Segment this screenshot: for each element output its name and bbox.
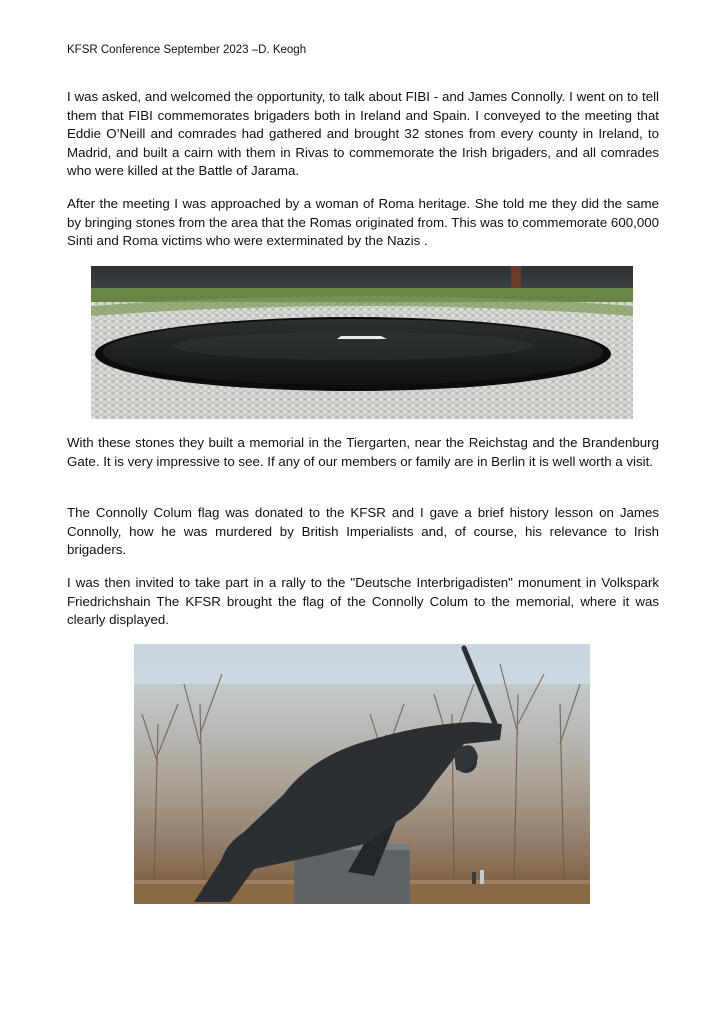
- paragraph-fibi-talk: I was asked, and welcomed the opportunity, to talk about FIBI - and James Connolly. I went on to tell them that FIBI commemorates brigaders both in Ireland and Spain. I conveyed to the meeting that Eddie O’Neill and comrades had gathered and brought 32 stones from every county in Ireland, to Madrid, and built a cairn with them in Rivas to commemorate the Irish brigaders, and all comrades who were killed at the Battle of Jarama.: [67, 89, 659, 178]
- paragraph-interbrigadisten-rally: I was then invited to take part in a rally to the "Deutsche Interbrigadisten" monument in Volkspark Friedrichshain The KFSR brought the flag of the Connolly Colum to the memorial, where it was clearly displayed.: [67, 575, 659, 627]
- roma-memorial-photo: [91, 266, 633, 419]
- interbrigadisten-monument-photo: [134, 644, 590, 904]
- paragraph-roma-stones: After the meeting I was approached by a woman of Roma heritage. She told me they did the same by bringing stones from the area that the Romas originated from. This was to commemorate 600,000 Sinti and Roma victims who were exterminated by the Nazis .: [67, 196, 659, 248]
- page-header: KFSR Conference September 2023 –D. Keogh: [67, 44, 307, 56]
- paragraph-tiergarten-memorial: With these stones they built a memorial in the Tiergarten, near the Reichstag and the Brandenburg Gate. It is very impressive to see. If any of our members or family are in Berlin it is well worth a visit.: [67, 435, 659, 469]
- paragraph-connolly-flag: The Connolly Colum flag was donated to the KFSR and I gave a brief history lesson on James Connolly, how he was murdered by British Imperialists and, of course, his relevance to Irish brigaders.: [67, 505, 659, 557]
